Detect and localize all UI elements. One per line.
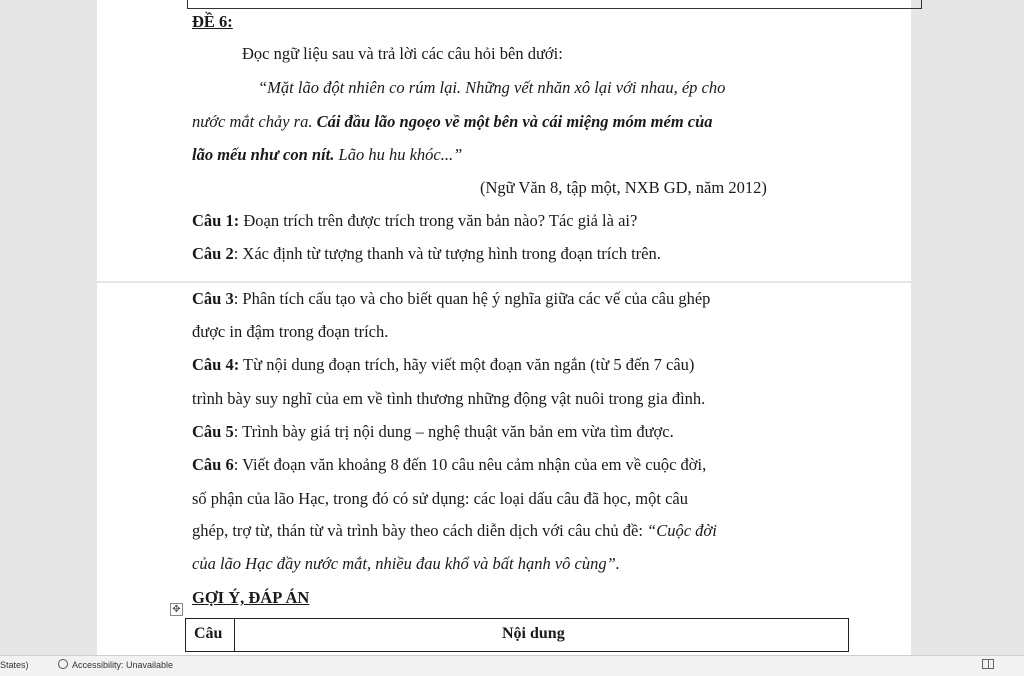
question-6-text-2: số phận của lão Hạc, trong đó có sử dụng: các loại dấu câu đã học, một câu — [192, 489, 688, 508]
question-2-text: : Xác định từ tượng thanh và từ tượng hình trong đoạn trích trên. — [233, 244, 661, 263]
question-3 — [192, 289, 710, 309]
excerpt-line-3-bold: lão mếu như con nít. — [192, 145, 335, 164]
question-5-text: : Trình bày giá trị nội dung – nghệ thuật văn bản em vừa tìm được. — [233, 422, 674, 441]
status-bar — [0, 655, 1024, 676]
excerpt-line-3-italic: Lão hu hu khóc...” — [334, 145, 463, 164]
question-4-text-2: trình bày suy nghĩ của em về tình thương những động vật nuôi trong gia đình. — [192, 389, 706, 408]
previous-table-edge — [187, 0, 922, 9]
question-3-text-1: : Phân tích cấu tạo và cho biết quan hệ ý nghĩa giữa các vế của câu ghép — [233, 289, 711, 308]
question-1-label: Câu 1: — [192, 211, 240, 230]
excerpt-line-2 — [192, 112, 713, 132]
question-1-text: Đoạn trích trên được trích trong văn bản nào? Tác giả là ai? — [243, 211, 638, 230]
question-1 — [192, 211, 637, 231]
question-6-label: Câu 6 — [192, 455, 234, 474]
question-5 — [192, 422, 674, 442]
answer-table[interactable] — [185, 618, 849, 652]
question-4-label: Câu 4: — [192, 355, 240, 374]
exam-title: ĐỀ 6: — [192, 12, 233, 31]
answer-heading: GỢI Ý, ĐÁP ÁN — [192, 588, 310, 607]
table-header-content[interactable]: Nội dung — [502, 625, 565, 642]
focus-view-icon[interactable] — [982, 659, 994, 669]
excerpt-line-1: “Mặt lão đột nhiên co rúm lại. Những vết nhăn xô lại với nhau, ép cho — [258, 78, 726, 97]
question-3-text-2: được in đậm trong đoạn trích. — [192, 322, 389, 341]
excerpt-line-2-bold: Cái đầu lão ngoẹo về một bên và cái miệng móm mém của — [316, 112, 713, 131]
source-citation: (Ngữ Văn 8, tập một, NXB GD, năm 2012) — [480, 178, 767, 197]
table-column-divider — [234, 619, 235, 651]
excerpt-line-2-italic: nước mắt chảy ra. — [192, 112, 317, 131]
question-3-label: Câu 3 — [192, 289, 234, 308]
accessibility-status[interactable]: Accessibility: Unavailable — [72, 660, 174, 670]
question-6-line-3 — [192, 521, 717, 541]
states-text[interactable]: States) — [0, 660, 29, 670]
question-6-topic-2: của lão Hạc đầy nước mắt, nhiều đau khổ và bất hạnh vô cùng”. — [192, 554, 620, 573]
question-6-text-3: ghép, trợ từ, thán từ và trình bày theo cách diễn dịch với câu chủ đề: — [192, 521, 648, 540]
question-2-label: Câu 2 — [192, 244, 234, 263]
page-1 — [97, 0, 911, 281]
question-4-text-1: Từ nội dung đoạn trích, hãy viết một đoạn văn ngắn (từ 5 đến 7 câu) — [239, 355, 695, 374]
question-6 — [192, 455, 706, 475]
instruction: Đọc ngữ liệu sau và trả lời các câu hỏi bên dưới: — [242, 44, 563, 63]
question-6-text-1: : Viết đoạn văn khoảng 8 đến 10 câu nêu cảm nhận của em về cuộc đời, — [233, 455, 707, 474]
accessibility-icon — [58, 659, 68, 669]
table-header-question[interactable]: Câu — [194, 625, 223, 642]
question-2 — [192, 244, 661, 264]
question-5-label: Câu 5 — [192, 422, 234, 441]
excerpt-line-3 — [192, 145, 462, 165]
question-4 — [192, 355, 694, 375]
table-move-handle-icon[interactable]: ✥ — [170, 603, 183, 616]
question-6-topic-1: “Cuộc đời — [647, 521, 717, 540]
